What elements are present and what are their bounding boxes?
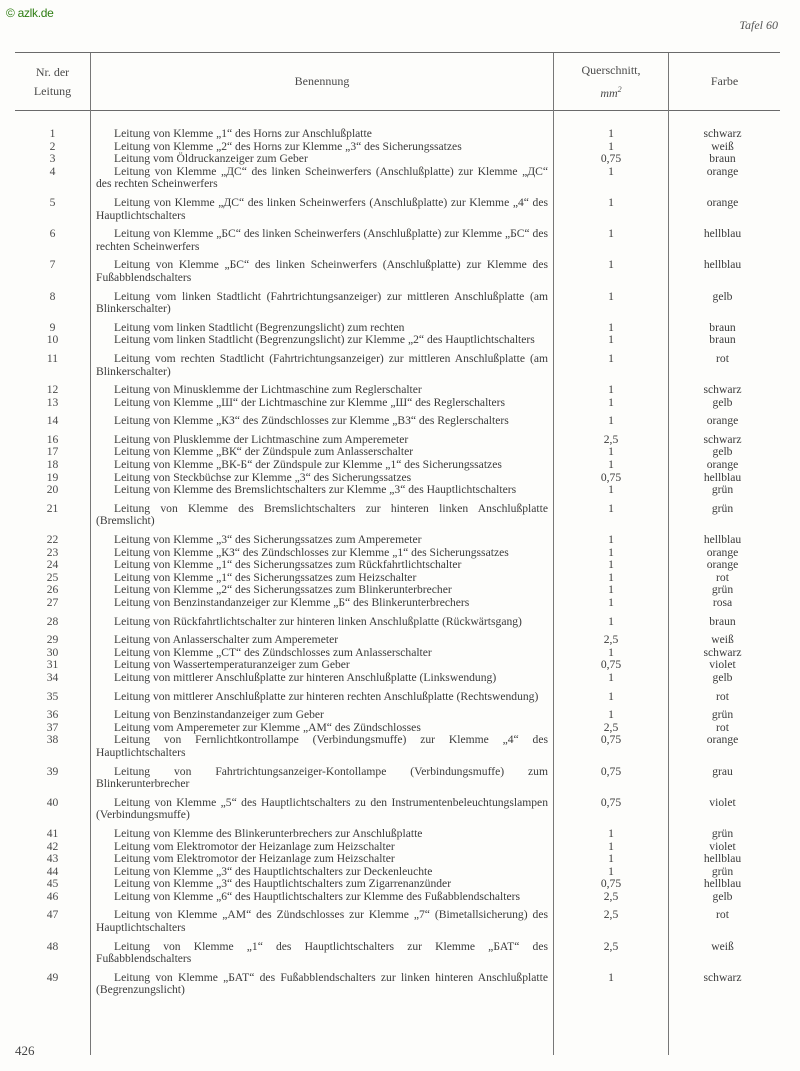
row-number: 12 (46, 383, 59, 397)
row-cross-section: 2,5 (603, 908, 619, 922)
row-cross-section: 1 (608, 164, 614, 178)
table-row (15, 734, 780, 759)
table-row (15, 559, 780, 572)
row-color: hellblau (703, 533, 742, 547)
row-cross-section: 1 (608, 852, 614, 866)
row-color: orange (706, 733, 739, 747)
row-cross-section: 0,75 (600, 764, 622, 778)
table-body (15, 128, 780, 1003)
row-description-text: Leitung von Fernlichtkontrollampe (Verbindungsmuffe) zur Klemme „4“ des Hauptlichtschalters (96, 733, 548, 759)
row-description-text: Leitung vom Öldruckanzeiger zum Geber (114, 152, 308, 166)
row-description-text: Leitung von Fahrtrichtungsanzeiger-Kontollampe (Verbindungsmuffe) zum Blinkerunterbrecher (96, 764, 548, 791)
row-description-text: Leitung von Klemme des Bremslichtschalters zur hinteren linken Anschlußplatte (Bremslicht) (96, 501, 548, 528)
row-cross-section: 0,75 (600, 877, 622, 891)
row-color: hellblau (703, 877, 742, 891)
row-description (90, 197, 552, 222)
row-description (90, 616, 552, 629)
row-color: schwarz (703, 970, 742, 984)
row-number: 44 (46, 864, 59, 878)
row-color: rot (716, 908, 729, 922)
row-number: 31 (46, 658, 59, 672)
row-description-text: Leitung von mittlerer Anschlußplatte zur hinteren Anschlußplatte (Linkswendung) (114, 670, 497, 684)
row-description-text: Leitung von Klemme des Blinkerunterbrechers zur Anschlußplatte (114, 826, 423, 840)
table-row (15, 459, 780, 472)
row-number: 18 (46, 458, 59, 472)
row-cross-section: 1 (608, 558, 614, 572)
row-cross-section: 1 (608, 501, 614, 515)
table-row (15, 853, 780, 866)
row-description-text: Leitung vom Amperemeter zur Klemme „АМ“ des Zündschlosses (114, 720, 421, 734)
row-number: 13 (46, 395, 59, 409)
row-cross-section: 1 (608, 970, 614, 984)
row-number: 26 (46, 583, 59, 597)
table-label: Tafel 60 (739, 18, 778, 32)
row-color: rot (716, 351, 729, 365)
row-description (90, 766, 552, 791)
row-cross-section: 1 (608, 395, 614, 409)
header-querschnitt-unit (582, 80, 641, 103)
row-description-text: Leitung von Klemme des Bremslichtschalters zur Klemme „3“ des Hauptlichtschalters (114, 483, 517, 497)
row-description-text: Leitung von Klemme „КЗ“ des Zündschlosses zur Klemme „1“ des Sicherungssatzes (114, 545, 509, 559)
row-description (90, 259, 552, 284)
row-number: 5 (49, 195, 56, 209)
row-cross-section: 1 (608, 864, 614, 878)
row-number: 10 (46, 333, 59, 347)
row-description-text: Leitung von Klemme „АМ“ des Zündschlosses zur Klemme „7“ (Bimetallsicherung) des Hauptlichtschalters (96, 908, 548, 935)
table-row (15, 415, 780, 428)
row-cross-section: 1 (608, 826, 614, 840)
row-cross-section: 1 (608, 689, 614, 703)
table-row (15, 909, 780, 934)
row-color: grau (712, 764, 733, 778)
row-description-text: Leitung vom Elektromotor der Heizanlage zum Heizschalter (114, 839, 395, 853)
row-description-text: Leitung von Klemme „ВК-Б“ der Zündspule zur Klemme „1“ des Sicherungssatzes (114, 458, 502, 472)
unit-text: mm (600, 85, 618, 100)
row-description-text: Leitung von Klemme „БАТ“ des Fußabblendschalters zur linken hinteren Anschlußplatte (Begrenzungslicht) (96, 970, 548, 997)
row-cross-section: 2,5 (603, 633, 619, 647)
row-description (90, 891, 552, 904)
row-number: 46 (46, 889, 59, 903)
header-nr (15, 53, 90, 110)
row-cross-section: 1 (608, 258, 614, 272)
table-row (15, 597, 780, 610)
header-nr-line2: Leitung (33, 83, 72, 98)
row-description (90, 853, 552, 866)
header-bottom-rule (15, 110, 780, 111)
row-color: schwarz (703, 645, 742, 659)
row-description-text: Leitung von Plusklemme der Lichtmaschine zum Amperemeter (114, 432, 409, 446)
table-row (15, 384, 780, 397)
row-description-text: Leitung von Klemme „3“ des Sicherungssatzes zum Amperemeter (114, 533, 422, 547)
row-cross-section: 1 (608, 414, 614, 428)
row-number: 4 (49, 164, 56, 178)
row-description (90, 878, 552, 891)
row-number: 22 (46, 533, 59, 547)
row-number: 14 (46, 414, 59, 428)
row-description-text: Leitung von Klemme „ДС“ des linken Scheinwerfers (Anschlußplatte) zur Klemme „ДС“ des rechten Scheinwerfers (96, 164, 548, 191)
row-cross-section: 0,75 (600, 152, 622, 166)
header-querschnitt-label: Querschnitt, (581, 62, 641, 77)
row-color: orange (706, 545, 739, 559)
row-description-text: Leitung von Klemme „3“ des Hauptlichtschalters zur Deckenleuchte (114, 864, 433, 878)
row-description-text: Leitung vom linken Stadtlicht (Begrenzungslicht) zur Klemme „2“ des Hauptlichtschalters (114, 333, 535, 347)
row-description-text: Leitung vom rechten Stadtlicht (Fahrtrichtungsanzeiger) zur mittleren Anschlußplatte (am Blinkerschalter) (96, 351, 548, 378)
row-color: schwarz (703, 127, 742, 140)
row-color: orange (706, 195, 739, 209)
row-number: 42 (46, 839, 59, 853)
row-number: 17 (46, 445, 59, 459)
row-description-text: Leitung von Klemme „2“ des Horns zur Klemme „3“ des Sicherungssatzes (114, 139, 462, 153)
row-cross-section: 1 (608, 458, 614, 472)
row-color: gelb (712, 289, 733, 303)
row-color: rot (716, 570, 729, 584)
unit-superscript: 2 (617, 84, 622, 94)
row-description-text: Leitung von Klemme „5“ des Hauptlichtschalters zu den Instrumentenbeleuchtungslampen (Verbindungsmuffe) (96, 795, 548, 822)
row-number: 38 (46, 733, 59, 747)
row-description (90, 672, 552, 685)
row-color: violet (709, 658, 736, 672)
row-number: 27 (46, 596, 59, 609)
row-color: braun (709, 152, 736, 166)
row-number: 34 (46, 670, 59, 684)
table-row (15, 291, 780, 316)
row-description (90, 153, 552, 166)
row-description-text: Leitung von Klemme „КЗ“ des Zündschlosses zur Klemme „ВЗ“ des Reglerschalters (114, 414, 509, 428)
row-number: 36 (46, 708, 59, 722)
table-row (15, 334, 780, 347)
row-number: 8 (49, 289, 56, 303)
row-cross-section: 2,5 (603, 720, 619, 734)
page-number: 426 (15, 1043, 35, 1058)
row-cross-section: 1 (608, 195, 614, 209)
table-row (15, 228, 780, 253)
row-cross-section: 1 (608, 545, 614, 559)
row-cross-section: 1 (608, 614, 614, 628)
row-number: 2 (49, 139, 56, 153)
row-number: 43 (46, 852, 59, 866)
row-description-text: Leitung von Steckbüchse zur Klemme „3“ des Sicherungssatzes (114, 470, 412, 484)
row-description (90, 334, 552, 347)
row-color: grün (711, 501, 734, 515)
row-description-text: Leitung von Benzinstandanzeiger zur Klemme „Б“ des Blinkerunterbrechers (114, 596, 470, 609)
row-color: orange (706, 558, 739, 572)
header-farbe (669, 53, 780, 110)
row-description (90, 415, 552, 428)
row-number: 7 (49, 258, 56, 272)
row-description-text: Leitung von Benzinstandanzeiger zum Geber (114, 708, 324, 722)
row-description-text: Leitung von Klemme „1“ des Sicherungssatzes zum Heizschalter (114, 570, 417, 584)
table-row (15, 197, 780, 222)
table-row (15, 972, 780, 997)
row-number: 21 (46, 501, 59, 515)
row-description (90, 734, 552, 759)
row-description (90, 291, 552, 316)
row-description-text: Leitung von Klemme „1“ des Sicherungssatzes zum Rückfahrtlichtschalter (114, 558, 462, 572)
row-number: 23 (46, 545, 59, 559)
row-number: 9 (49, 320, 56, 334)
table-row (15, 797, 780, 822)
row-cross-section: 0,75 (600, 470, 622, 484)
row-number: 30 (46, 645, 59, 659)
row-color: hellblau (703, 258, 742, 272)
row-number: 20 (46, 483, 59, 497)
row-color: hellblau (703, 852, 742, 866)
row-description (90, 828, 552, 841)
row-description-text: Leitung von Rückfahrtlichtschalter zur hinteren linken Anschlußplatte (Rückwärtsgang) (114, 614, 522, 628)
row-color: braun (709, 320, 736, 334)
row-description-text: Leitung von Klemme „1“ des Horns zur Anschlußplatte (114, 127, 372, 140)
table-row (15, 503, 780, 528)
row-color: grün (711, 583, 734, 597)
row-color: grün (711, 483, 734, 497)
row-description-text: Leitung von Anlasserschalter zum Amperemeter (114, 633, 339, 647)
row-color: hellblau (703, 470, 742, 484)
table-row (15, 153, 780, 166)
row-cross-section: 1 (608, 227, 614, 241)
row-color: rosa (712, 596, 733, 609)
row-number: 16 (46, 432, 59, 446)
table-row (15, 766, 780, 791)
row-description-text: Leitung von Klemme „ВК“ der Zündspule zum Anlasserschalter (114, 445, 414, 459)
row-cross-section: 1 (608, 483, 614, 497)
row-cross-section: 2,5 (603, 432, 619, 446)
row-number: 11 (46, 351, 59, 365)
row-cross-section: 0,75 (600, 795, 622, 809)
table-row (15, 259, 780, 284)
header-querschnitt (554, 53, 668, 110)
table-row (15, 691, 780, 704)
row-color: gelb (712, 395, 733, 409)
row-color: grün (711, 864, 734, 878)
row-cross-section: 1 (608, 596, 614, 609)
row-color: weiß (711, 939, 734, 953)
row-cross-section: 1 (608, 670, 614, 684)
table-row (15, 672, 780, 685)
row-description (90, 166, 552, 191)
row-number: 37 (46, 720, 59, 734)
row-color: braun (709, 614, 736, 628)
row-description (90, 503, 552, 528)
row-description (90, 397, 552, 410)
row-cross-section: 1 (608, 839, 614, 853)
row-description-text: Leitung von mittlerer Anschlußplatte zur hinteren rechten Anschlußplatte (Rechtswendung) (114, 689, 539, 703)
row-description (90, 228, 552, 253)
row-description (90, 972, 552, 997)
row-description-text: Leitung von Klemme „2“ des Sicherungssatzes zum Blinkerunterbrecher (114, 583, 452, 597)
row-description (90, 559, 552, 572)
row-color: violet (709, 839, 736, 853)
row-number: 40 (46, 795, 59, 809)
row-description (90, 459, 552, 472)
table-row (15, 878, 780, 891)
table-row (15, 941, 780, 966)
row-number: 3 (49, 152, 56, 166)
row-color: schwarz (703, 383, 742, 397)
watermark: © azlk.de (6, 6, 54, 20)
row-color: gelb (712, 670, 733, 684)
row-color: schwarz (703, 432, 742, 446)
row-cross-section: 1 (608, 289, 614, 303)
row-description (90, 597, 552, 610)
header-benennung-label: Benennung (294, 74, 350, 88)
row-cross-section: 2,5 (603, 889, 619, 903)
row-number: 49 (46, 970, 59, 984)
row-cross-section: 1 (608, 645, 614, 659)
row-number: 47 (46, 908, 59, 922)
row-description (90, 353, 552, 378)
row-description-text: Leitung von Klemme „1“ des Hauptlichtschalters zur Klemme „БАТ“ des Fußabblendschalters (96, 939, 548, 966)
row-description (90, 484, 552, 497)
row-description (90, 384, 552, 397)
row-color: gelb (712, 889, 733, 903)
row-cross-section: 0,75 (600, 733, 622, 747)
row-description (90, 909, 552, 934)
row-cross-section: 1 (608, 333, 614, 347)
row-color: orange (706, 414, 739, 428)
table-row (15, 709, 780, 722)
row-color: rot (716, 689, 729, 703)
table-row (15, 534, 780, 547)
row-description (90, 691, 552, 704)
row-description (90, 941, 552, 966)
row-description-text: Leitung vom Elektromotor der Heizanlage zum Heizschalter (114, 852, 395, 866)
table-row (15, 353, 780, 378)
row-description-text: Leitung von Klemme „ДС“ des linken Scheinwerfers (Anschlußplatte) zur Klemme „4“ des Hauptlichtschalters (96, 195, 548, 222)
row-cross-section: 1 (608, 533, 614, 547)
row-description-text: Leitung vom linken Stadtlicht (Begrenzungslicht) zum rechten (114, 320, 405, 334)
row-description (90, 534, 552, 547)
row-color: grün (711, 826, 734, 840)
row-color: braun (709, 333, 736, 347)
row-number: 48 (46, 939, 59, 953)
row-description (90, 797, 552, 822)
row-cross-section: 2,5 (603, 939, 619, 953)
row-color: orange (706, 458, 739, 472)
header-benennung (91, 53, 553, 110)
table-row (15, 484, 780, 497)
table-row (15, 166, 780, 191)
row-cross-section: 1 (608, 320, 614, 334)
row-number: 1 (49, 127, 56, 140)
row-cross-section: 1 (608, 139, 614, 153)
row-description (90, 709, 552, 722)
row-color: orange (706, 164, 739, 178)
row-color: weiß (711, 633, 734, 647)
header-nr-line1: Nr. der (35, 64, 70, 79)
table-row (15, 128, 780, 141)
row-number: 35 (46, 689, 59, 703)
row-number: 19 (46, 470, 59, 484)
row-description-text: Leitung von Klemme „6“ des Hauptlichtschalters zur Klemme des Fußabblendschalters (114, 889, 520, 903)
row-cross-section: 1 (608, 127, 614, 140)
row-cross-section: 1 (608, 351, 614, 365)
row-description-text: Leitung von Klemme „БС“ des linken Scheinwerfers (Anschlußplatte) zur Klemme „БС“ des rechten Scheinwerfers (96, 227, 548, 253)
row-cross-section: 0,75 (600, 658, 622, 672)
row-number: 45 (46, 877, 59, 891)
row-number: 39 (46, 764, 59, 778)
row-cross-section: 1 (608, 570, 614, 584)
row-number: 25 (46, 570, 59, 584)
row-color: rot (716, 720, 729, 734)
table-row (15, 397, 780, 410)
row-cross-section: 1 (608, 708, 614, 722)
row-color: violet (709, 795, 736, 809)
row-color: weiß (711, 139, 734, 153)
row-number: 41 (46, 826, 59, 840)
row-description-text: Leitung von Klemme „БС“ des linken Scheinwerfers (Anschlußplatte) zur Klemme des Fußabblendschalters (96, 258, 548, 284)
row-description-text: Leitung vom linken Stadtlicht (Fahrtrichtungsanzeiger) zur mittleren Anschlußplatte (am Blinkerschalter) (96, 289, 548, 316)
row-description (90, 634, 552, 647)
row-cross-section: 1 (608, 583, 614, 597)
row-number: 24 (46, 558, 59, 572)
row-description-text: Leitung von Wassertemperaturanzeiger zum Geber (114, 658, 350, 672)
row-number: 28 (46, 614, 59, 628)
table-row (15, 616, 780, 629)
row-description (90, 128, 552, 141)
table-row (15, 891, 780, 904)
row-description-text: Leitung von Minusklemme der Lichtmaschine zum Reglerschalter (114, 383, 422, 397)
row-color: grün (711, 708, 734, 722)
row-description-text: Leitung von Klemme „СТ“ des Zündschlosses zum Anlasserschalter (114, 645, 432, 659)
row-cross-section: 1 (608, 445, 614, 459)
row-cross-section: 1 (608, 383, 614, 397)
row-description-text: Leitung von Klemme „Ш“ der Lichtmaschine zur Klemme „Ш“ des Reglerschalters (114, 395, 506, 409)
row-color: hellblau (703, 227, 742, 241)
row-number: 6 (49, 227, 56, 241)
row-number: 29 (46, 633, 59, 647)
table-row (15, 634, 780, 647)
header-farbe-label: Farbe (710, 74, 739, 88)
row-color: gelb (712, 445, 733, 459)
table-row (15, 828, 780, 841)
row-description-text: Leitung von Klemme „3“ des Hauptlichtschalters zum Zigarrenanzünder (114, 877, 452, 891)
